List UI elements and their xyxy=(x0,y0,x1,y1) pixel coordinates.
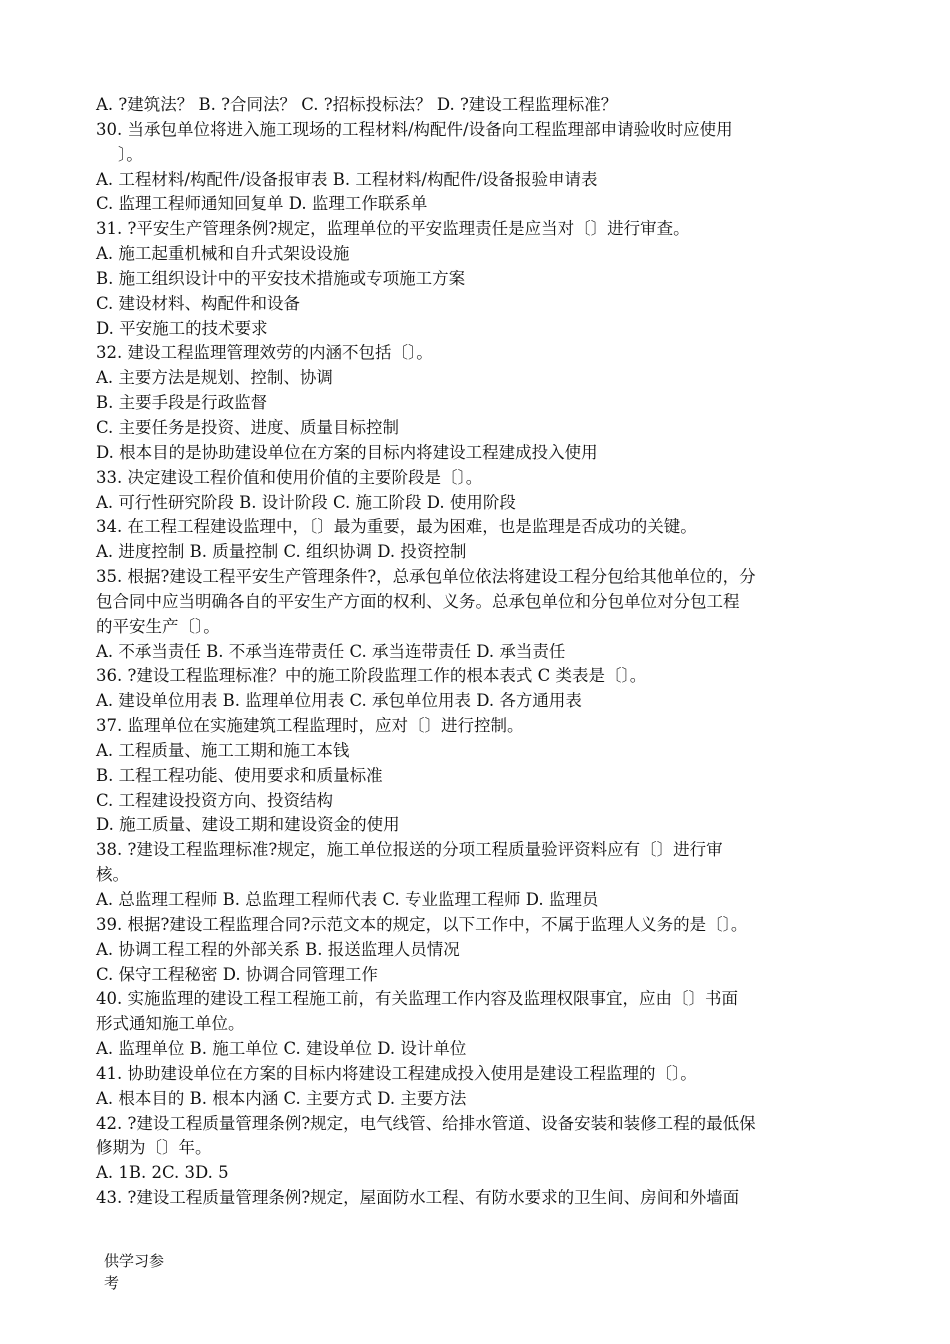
text-line: A. 可行性研究阶段 B. 设计阶段 C. 施工阶段 D. 使用阶段 xyxy=(96,492,516,512)
text-line: 34. 在工程工程建设监理中，〔〕最为重要，最为困难，也是监理是否成功的关键。 xyxy=(96,517,697,537)
text-line: 39. 根据?建设工程监理合同?示范文本的规定，以下工作中，不属于监理人义务的是〔〕。 xyxy=(96,914,748,934)
text-line: 32. 建设工程监理管理效劳的内涵不包括〔〕。 xyxy=(96,343,433,363)
text-line: B. 施工组织设计中的平安技术措施或专项施工方案 xyxy=(96,268,466,288)
text-line: A. 主要方法是规划、控制、协调 xyxy=(96,368,333,388)
text-line: A. 工程材料/构配件/设备报审表 B. 工程材料/构配件/设备报验申请表 xyxy=(96,169,598,189)
text-line: A. 总监理工程师 B. 总监理工程师代表 C. 专业监理工程师 D. 监理员 xyxy=(96,890,599,909)
text-line: B. 主要手段是行政监督 xyxy=(96,393,268,413)
text-line: 37. 监理单位在实施建筑工程监理时，应对〔〕进行控制。 xyxy=(96,716,524,736)
text-line: 43. ?建设工程质量管理条例?规定，屋面防水工程、有防水要求的卫生间、房间和外墙面 xyxy=(96,1188,740,1208)
text-line: 核。 xyxy=(96,865,129,885)
text-line: A. 进度控制 B. 质量控制 C. 组织协调 D. 投资控制 xyxy=(96,542,467,562)
text-line: A. 工程质量、施工工期和施工本钱 xyxy=(96,740,350,760)
text-line: 30. 当承包单位将进入施工现场的工程材料/构配件/设备向工程监理部申请验收时应使用 xyxy=(96,119,733,139)
text-line: C. 建设材料、构配件和设备 xyxy=(96,293,301,313)
text-line: 33. 决定建设工程价值和使用价值的主要阶段是〔〕。 xyxy=(96,467,483,487)
text-line: D. 施工质量、建设工期和建设资金的使用 xyxy=(96,815,400,835)
footer-line-1: 供学习参 xyxy=(104,1252,165,1270)
text-line: C. 主要任务是投资、进度、质量目标控制 xyxy=(96,417,400,437)
page-footer xyxy=(104,1250,194,1294)
text-line: C. 监理工程师通知回复单 D. 监理工作联系单 xyxy=(96,194,428,214)
text-line: C. 工程建设投资方向、投资结构 xyxy=(96,790,334,810)
text-line: 包合同中应当明确各自的平安生产方面的权利、义务。总承包单位和分包单位对分包工程 xyxy=(96,591,740,611)
text-line: A. 不承当责任 B. 不承当连带责任 C. 承当连带责任 D. 承当责任 xyxy=(96,641,566,661)
text-line: A. ?建筑法？ B. ?合同法？ C. ?招标投标法？ D. ?建设工程监理标准？ xyxy=(96,95,618,114)
text-line: A. 监理单位 B. 施工单位 C. 建设单位 D. 设计单位 xyxy=(96,1039,467,1059)
text-line: B. 工程工程功能、使用要求和质量标准 xyxy=(96,765,383,785)
text-line: 41. 协助建设单位在方案的目标内将建设工程建成投入使用是建设工程监理的〔〕。 xyxy=(96,1063,697,1083)
text-line: A. 1B. 2C. 3D. 5 xyxy=(96,1163,229,1183)
text-line: 42. ?建设工程质量管理条例?规定，电气线管、给排水管道、设备安装和装修工程的最低保 xyxy=(96,1113,756,1133)
text-line: A. 协调工程工程的外部关系 B. 报送监理人员情况 xyxy=(96,939,460,959)
text-line: 形式通知施工单位。 xyxy=(96,1014,245,1034)
text-line: A. 施工起重机械和自升式架设设施 xyxy=(96,244,350,264)
text-line: 修期为〔〕年。 xyxy=(96,1138,212,1158)
text-line: A. 建设单位用表 B. 监理单位用表 C. 承包单位用表 D. 各方通用表 xyxy=(96,691,582,711)
text-line: D. 平安施工的技术要求 xyxy=(96,318,268,338)
text-line: A. 根本目的 B. 根本内涵 C. 主要方式 D. 主要方法 xyxy=(96,1088,467,1108)
text-line: 40. 实施监理的建设工程工程施工前，有关监理工作内容及监理权限事宜，应由〔〕书面 xyxy=(96,989,738,1009)
text-line: D. 根本目的是协助建设单位在方案的目标内将建设工程建成投入使用 xyxy=(96,442,598,462)
text-line: 的平安生产〔〕。 xyxy=(96,616,220,636)
text-line: 〕。 xyxy=(118,144,143,164)
text-line: 35. 根据?建设工程平安生产管理条件?，总承包单位依法将建设工程分包给其他单位的，分 xyxy=(96,567,756,587)
footer-line-2: 考 xyxy=(104,1274,120,1292)
text-line: 38. ?建设工程监理标准?规定，施工单位报送的分项工程质量验评资料应有〔〕进行审 xyxy=(96,840,723,860)
text-line: 36. ?建设工程监理标准？中的施工阶段监理工作的根本表式 C 类表是〔〕。 xyxy=(96,666,647,686)
text-line: 31. ?平安生产管理条例?规定，监理单位的平安监理责任是应当对〔〕进行审查。 xyxy=(96,219,690,239)
text-line: C. 保守工程秘密 D. 协调合同管理工作 xyxy=(96,964,378,984)
question-text-block xyxy=(96,93,866,1211)
